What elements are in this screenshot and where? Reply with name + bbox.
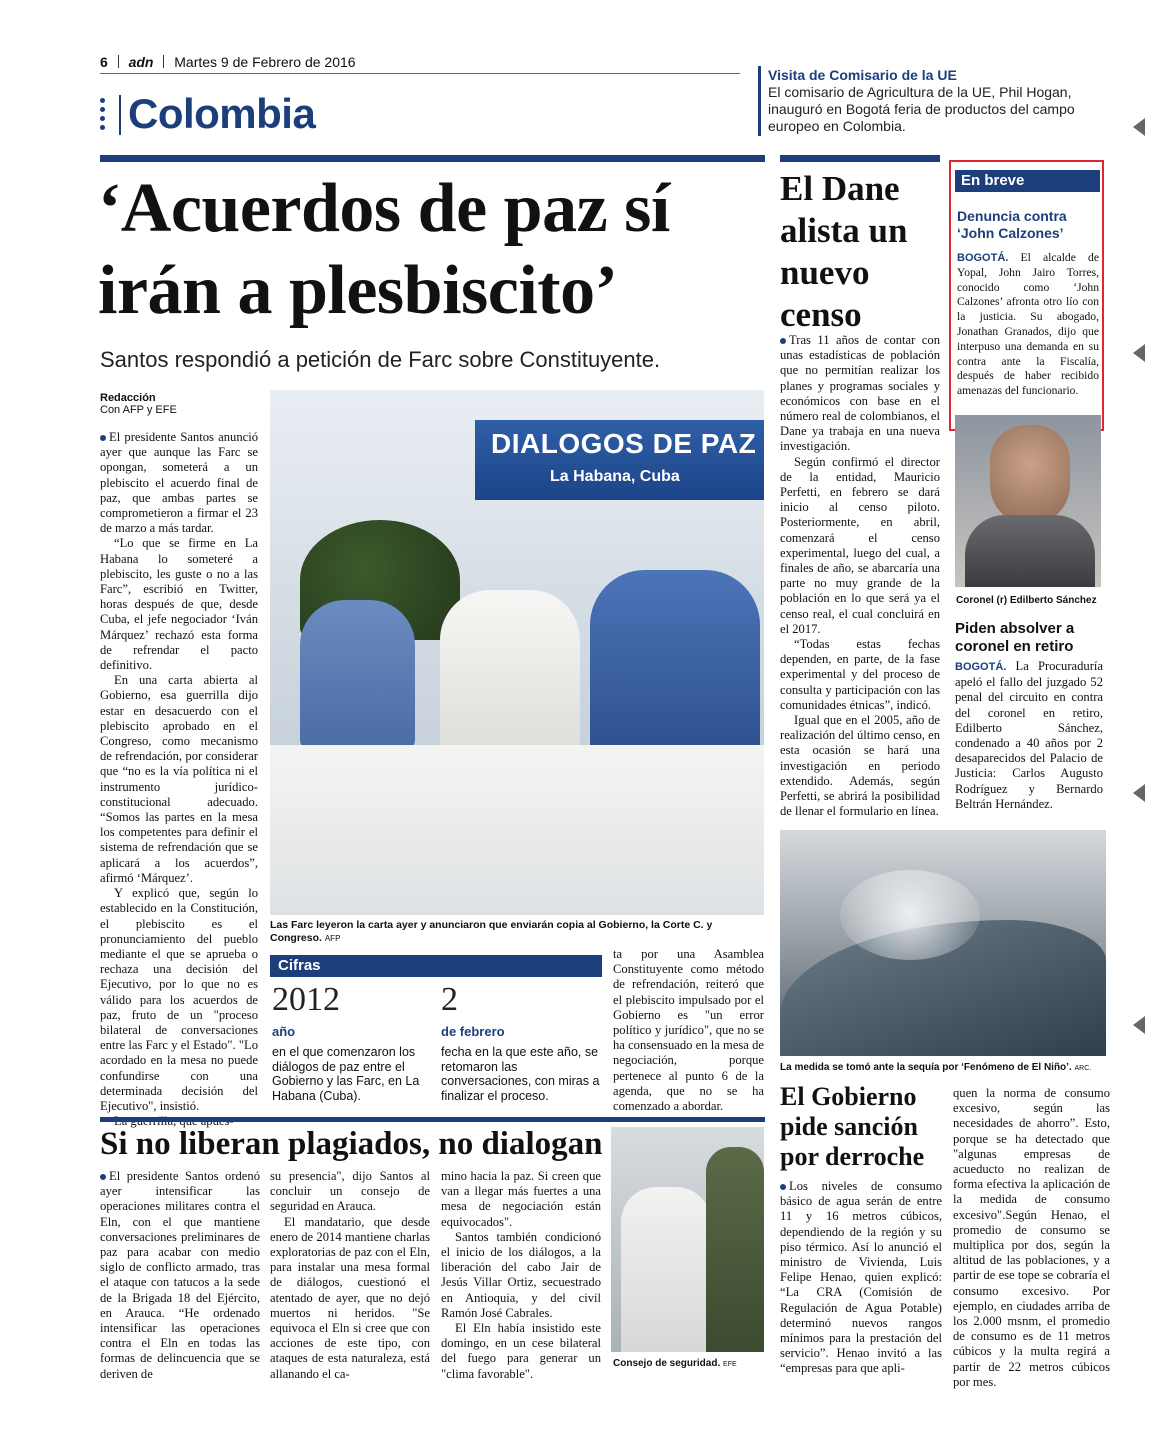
- gobierno-col-2: quen la norma de consumo excesivo, según las necesidades de ahorro”. Esto, porque se ha detectado que "algunas empresas de acueducto no realizan de forma efectiva la aplicación de la medida de consumo excesivo".Según Henao, el promedio de consumo se multiplica por dos, según la altitud de las poblaciones, y a partir de ese tope se cobraría el consumo excesivo. Por ejemplo, en ciudades arriba de los 2.000 msnm, el promedio de consumo es de 11 metros cúbicos y la multa regirá a partir de 22 metros cúbicos por mes.: [953, 1086, 1110, 1389]
- cifra-unit-2: de febrero: [441, 1024, 505, 1039]
- eln-col3-para-1: mino hacia la paz. Si creen que van a llegar más fuertes a una mesa de negociación están equivocados".: [441, 1169, 601, 1229]
- colonel-caption: Coronel (r) Edilberto Sánchez: [956, 595, 1097, 606]
- dane-column: [780, 333, 940, 820]
- en-breve-body-1: El alcalde de Yopal, John Jairo Torres, conocido como ‘John Calzones’ afronta otro lío con la justicia. Su abogado, Jonathan Granados, dijo que interpuso una demanda en su contra ante la Fiscalía, después de haber recibido amenazas del funcionario.: [957, 251, 1099, 398]
- teaser-box: [768, 66, 1113, 135]
- photo-person-center: [440, 590, 580, 760]
- main-photo-caption-text: Las Farc leyeron la carta ayer y anunciaron que enviarán copia al Gobierno, la Corte C. y Congreso.: [270, 919, 713, 944]
- eln-col-3: [441, 1169, 601, 1382]
- cifras-item-2: [441, 982, 601, 1103]
- main-para-3: En una carta abierta al Gobierno, esa guerrilla dijo estar en desacuerdo con el plebiscito aprobado en el Congreso, como mecanismo de refrendación, por considerar que “no es la vía política ni el instrumento jurídico-constitucional adecuado. “Somos las partes en la mesa los competentes para definir el sistema de refrendación que se aplicará a los acuerdos”, afirmó ‘Márquez’.: [100, 673, 258, 885]
- gobierno-text-1: Los niveles de consumo básico de agua serán de entre 11 y 16 metros cúbicos, dependiendo de la región y su piso térmico. Así lo anunció el ministro de Vivienda, Luis Felipe Henao, quien explicó: “La CRA (Comisión de Regulación de Agua Potable) determinó nuevos rangos mínimos para la prestación del servicio”. Henao invitó a las “empresas para que apli-: [780, 1179, 942, 1376]
- bullet-icon: [100, 1174, 106, 1180]
- photo-person-left: [300, 600, 415, 750]
- headline-line-2: irán a plesbiscito’: [98, 252, 618, 329]
- main-headline: [98, 168, 768, 332]
- photo-person-right: [590, 570, 760, 760]
- cifra-number-1: 2012: [272, 981, 340, 1018]
- soldier-figure: [706, 1147, 764, 1352]
- dane-para-3: “Todas estas fechas dependen, en parte, de la fase experimental y del proceso de consulta y participación con las comunidades étnicas”, indicó.: [780, 637, 940, 712]
- bullet-icon: [100, 435, 106, 441]
- colonel-photo: [955, 415, 1101, 587]
- colonel-suit: [965, 515, 1095, 587]
- water-spray: [840, 870, 980, 960]
- en-breve-body-2: La Procuraduría apeló el fallo del juzgado 52 penal del circuito en contra del coronel en retiro, Edilberto Sánchez, condenado a 40 años por 2 desaparecidos del Palacio de Justicia: Carlos Augusto Rodríguez y Bernardo Beltrán Hernández.: [955, 659, 1103, 811]
- cifra-unit-1: año: [272, 1024, 296, 1039]
- gobierno-headline: El Gobierno pide sanción por derroche: [780, 1082, 925, 1171]
- en-breve-text-1: [957, 251, 1099, 399]
- eln-col-2: [270, 1169, 430, 1382]
- colonel-face: [990, 425, 1070, 525]
- main-continuation: ta por una Asamblea Constituyente como método de refrendación, reiteró que el plebiscito impulsado por el Gobierno es "un error político y jurídico", que no se ha consensuado en la mesa de negociación, porque pertenece al punto 6 de la agenda, que no se ha comenzado a abordar.: [613, 947, 764, 1114]
- place-label-2: BOGOTÁ.: [955, 661, 1007, 673]
- dane-para-2: Según confirmó el director de la entidad, Mauricio Perfetti, en febrero se dará inicio al censo piloto. Posteriormente, en abril, comenzará el censo experimental, luego del cual, a finales de año, se abarcaría una parte no muy grande de la población en lo que será ya el censo real, el cual concluirá en el 2017.: [780, 454, 940, 636]
- car-photo-caption: [780, 1061, 1110, 1075]
- cifra-number-2: 2: [441, 981, 458, 1018]
- bullet-icon: [780, 338, 786, 344]
- main-para-4: Y explicó que, según lo establecido en la Constitución, el plebiscito es el pronunciamiento del pueblo mediante el que se aprueba o rechaza una decisión del Ejecutivo, por lo que no es válido para los acuerdos de paz, fruto de un "proceso bilateral de conversaciones entre las Farc y el Estado". "Lo acordado en la mesa no puede confundirse con una determinada decisión del Ejecutivo", insistió.: [100, 886, 258, 1113]
- en-breve-box: [949, 160, 1104, 431]
- section-dots-icon: [100, 98, 108, 134]
- bullet-icon: [780, 1184, 786, 1190]
- page-header: [100, 53, 390, 73]
- dane-para-4: Igual que en el 2005, año de realización del último censo, en esta ocasión se hará una investigación en periodo extendido. Además, según Perfetti, se abrirá la posibilidad de llenar el formulario en línea.: [780, 713, 940, 819]
- en-breve-title-2: Piden absolver a coronel en retiro: [955, 620, 1075, 655]
- en-breve-label: En breve: [955, 170, 1100, 192]
- dane-rule: [780, 155, 940, 162]
- section-divider: [119, 95, 121, 135]
- main-story-column: [100, 430, 258, 1129]
- edge-arrow-icon: [1133, 1016, 1145, 1034]
- eln-col-1: [100, 1169, 260, 1382]
- main-subhead: Santos respondió a petición de Farc sobre Constituyente.: [100, 347, 661, 372]
- page-date: Martes 9 de Febrero de 2016: [174, 54, 356, 70]
- en-breve-title-1: Denuncia contra ‘John Calzones’: [957, 208, 1067, 241]
- edge-arrow-icon: [1133, 784, 1145, 802]
- page-number: 6: [100, 54, 108, 70]
- car-caption-credit: ARC.: [1074, 1065, 1092, 1072]
- gobierno-col-1: [780, 1179, 942, 1377]
- en-breve-text-2: [955, 659, 1103, 812]
- section-title: Colombia: [128, 90, 316, 137]
- security-photo-caption: [613, 1357, 763, 1371]
- cifra-text-2: fecha en la que este año, se retomaron las conversaciones, con miras a finalizar el proceso.: [441, 1045, 600, 1103]
- main-para-2: “Lo que se firme en La Habana lo someteré a plebiscito, les guste o no a las Farc”, escribió en Twitter, horas después de que, desde Cuba, el jefe negociador ‘Iván Márquez’ rechazó esta forma de refrendar el pacto definitivo.: [100, 536, 258, 673]
- teaser-text: El comisario de Agricultura de la UE, Phil Hogan, inauguró en Bogotá feria de productos del campo europeo en Colombia.: [768, 84, 1075, 134]
- dane-headline: El Dane alista un nuevo censo: [780, 169, 908, 334]
- edge-arrow-icon: [1133, 344, 1145, 362]
- eln-col2-para-1: su presencia", dijo Santos al concluir un consejo de seguridad en Arauca.: [270, 1169, 430, 1214]
- byline-sub: Con AFP y EFE: [100, 404, 177, 416]
- security-caption-text: Consejo de seguridad.: [613, 1358, 721, 1369]
- cifra-text-1: en el que comenzaron los diálogos de paz entre el Gobierno y las Farc, en La Habana (Cuba).: [272, 1045, 420, 1103]
- photo-table: [270, 745, 764, 915]
- eln-col3-para-2: Santos también condicionó el inicio de los diálogos, a la liberación del cabo Jair de Jesús Villar Ortiz, secuestrado en Antioquia, y del civil Ramón José Cabrales.: [441, 1229, 601, 1320]
- cifras-item-1: [272, 982, 427, 1103]
- brand-logo: adn: [128, 54, 154, 70]
- security-caption-credit: EFE: [723, 1361, 737, 1368]
- eln-col2-para-2: El mandatario, que desde enero de 2014 mantiene charlas exploratorias de paz con el Eln, para instalar una mesa formal de diálogos, cuestionó el atentado de ayer, que no dejó muertos ni heridos. "Se equivoca el Eln si cree que con acciones de este tipo, con ataques de esta naturaleza, está allanando el ca-: [270, 1214, 430, 1381]
- cifras-label: Cifras: [270, 955, 602, 977]
- byline: [100, 392, 260, 416]
- photo-banner-title: DIALOGOS DE PAZ: [491, 428, 757, 459]
- santos-figure: [621, 1187, 711, 1352]
- place-label: BOGOTÁ.: [957, 252, 1009, 264]
- eln-rule: [100, 1117, 765, 1122]
- main-para-1: El presidente Santos anunció ayer que aunque las Farc se opongan, someterá a un plebiscito el acuerdo final de paz, que ambas partes se comprometieron a firmar el 23 de marzo a más tardar.: [100, 430, 258, 536]
- car-photo: [780, 830, 1106, 1056]
- main-rule: [100, 155, 765, 162]
- main-photo: [270, 390, 764, 915]
- eln-text-1: El presidente Santos ordenó ayer intensificar las operaciones militares contra el Eln, con el que mantiene conversaciones preliminares de paz para acabar con medio siglo de conflicto armado, tras el ataque con tatucos a la sede de la Brigada 18 del Ejército, en Arauca. “He ordenado intensificar las operaciones contra el Eln en todas las formas de delincuencia que se deriven de: [100, 1169, 260, 1381]
- car-caption-text: La medida se tomó ante la sequía por ‘Fenómeno de El Niño’.: [780, 1062, 1072, 1073]
- header-rule: [100, 73, 740, 74]
- dane-para-1: Tras 11 años de contar con unas estadísticas de población que no permitían realizar los planes y programas sociales y económicos con base en el número real de colombianos, el Dane ya trabaja en una nueva investigación.: [780, 333, 940, 454]
- security-photo: [611, 1127, 764, 1352]
- main-photo-caption: [270, 919, 764, 945]
- main-photo-credit: AFP: [324, 934, 341, 943]
- headline-line-1: ‘Acuerdos de paz sí: [98, 170, 670, 247]
- byline-name: Redacción: [100, 392, 156, 404]
- eln-headline: Si no liberan plagiados, no dialogan: [100, 1126, 603, 1162]
- photo-banner: [475, 420, 764, 500]
- edge-arrow-icon: [1133, 118, 1145, 136]
- teaser-title: Visita de Comisario de la UE: [768, 67, 957, 83]
- teaser-bar: [758, 66, 761, 136]
- eln-col3-para-3: El Eln había insistido este domingo, en un cese bilateral del fuego para generar un "clima favorable".: [441, 1321, 601, 1381]
- photo-banner-sub: La Habana, Cuba: [550, 468, 680, 485]
